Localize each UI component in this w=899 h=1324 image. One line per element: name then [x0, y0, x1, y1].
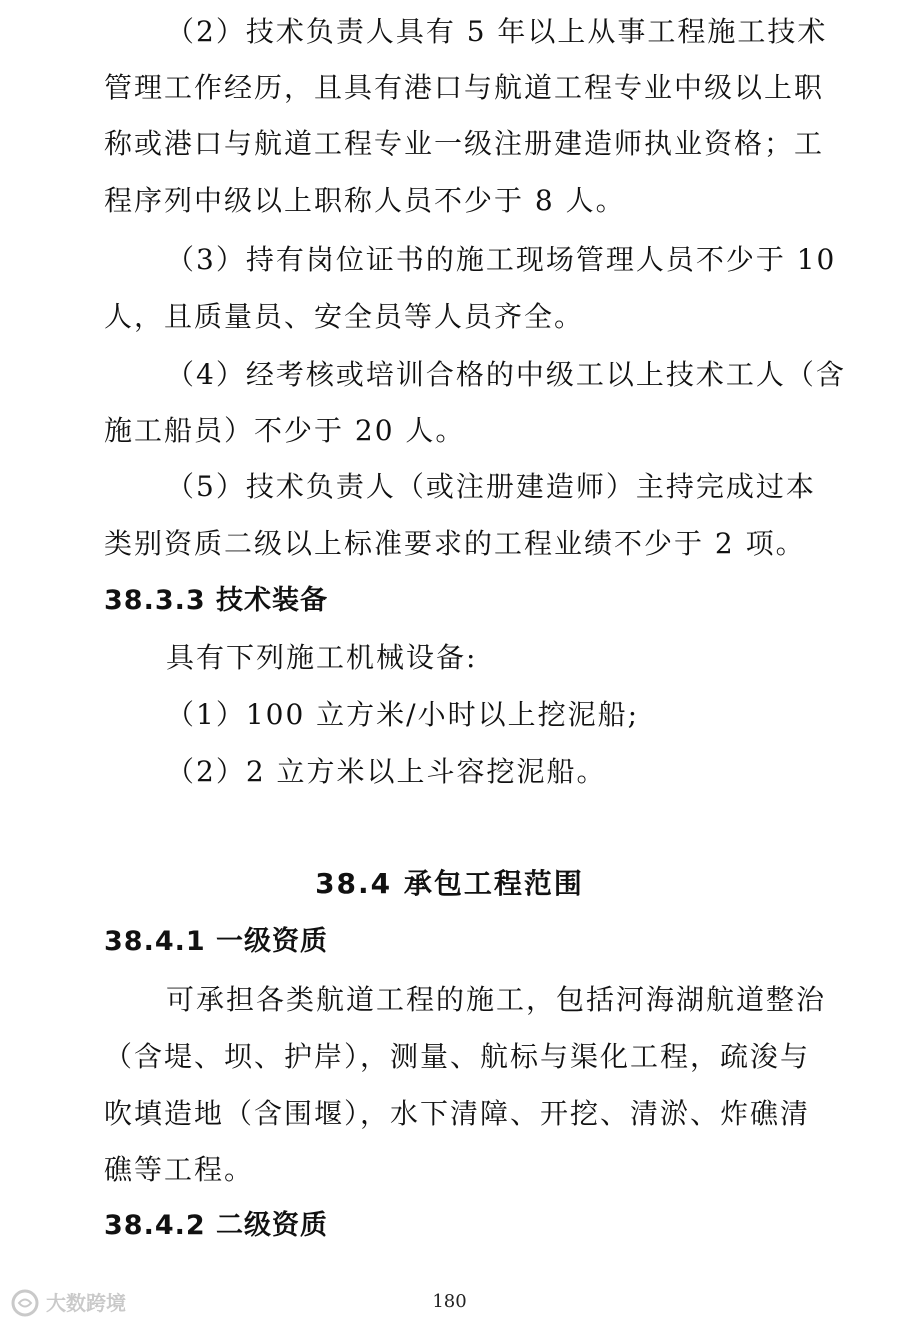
heading-38-4-1: 38.4.1 一级资质: [104, 926, 329, 957]
paragraph-3-line-2: 人，且质量员、安全员等人员齐全。: [104, 300, 585, 333]
scope-line-3: 吹填造地（含围堰），水下清障、开挖、清淤、炸礁清: [104, 1097, 811, 1130]
paragraph-3-line-1: （3）持有岗位证书的施工现场管理人员不少于 10: [166, 243, 837, 276]
paragraph-2-line-1: （2）技术负责人具有 5 年以上从事工程施工技术: [166, 15, 828, 48]
heading-38-4-2: 38.4.2 二级资质: [104, 1210, 329, 1241]
scope-line-1: 可承担各类航道工程的施工，包括河海湖航道整治: [166, 983, 827, 1016]
scope-line-2: （含堤、坝、护岸），测量、航标与渠化工程，疏浚与: [104, 1040, 811, 1073]
watermark-logo-icon: [10, 1288, 40, 1318]
paragraph-4-line-2: 施工船员）不少于 20 人。: [104, 414, 466, 447]
paragraph-2-line-4: 程序列中级以上职称人员不少于 8 人。: [104, 184, 626, 217]
watermark: [10, 1288, 126, 1318]
page-number: 180: [432, 1291, 467, 1312]
paragraph-4-line-1: （4）经考核或培训合格的中级工以上技术工人（含: [166, 358, 846, 391]
paragraph-2-line-2: 管理工作经历，且具有港口与航道工程专业中级以上职: [104, 71, 825, 104]
paragraph-5-line-1: （5）技术负责人（或注册建造师）主持完成过本: [166, 470, 816, 503]
equipment-intro: 具有下列施工机械设备:: [166, 641, 478, 674]
heading-38-3-3: 38.3.3 技术装备: [104, 585, 329, 616]
scope-line-4: 礁等工程。: [104, 1153, 255, 1186]
paragraph-5-line-2: 类别资质二级以上标准要求的工程业绩不少于 2 项。: [104, 527, 806, 560]
equipment-item-2: （2）2 立方米以上斗容挖泥船。: [166, 755, 607, 788]
section-title-38-4: 38.4 承包工程范围: [315, 867, 584, 900]
paragraph-2-line-3: 称或港口与航道工程专业一级注册建造师执业资格；工: [104, 127, 825, 160]
equipment-item-1: （1）100 立方米/小时以上挖泥船;: [166, 698, 640, 731]
watermark-text: 大数跨境: [46, 1291, 126, 1315]
